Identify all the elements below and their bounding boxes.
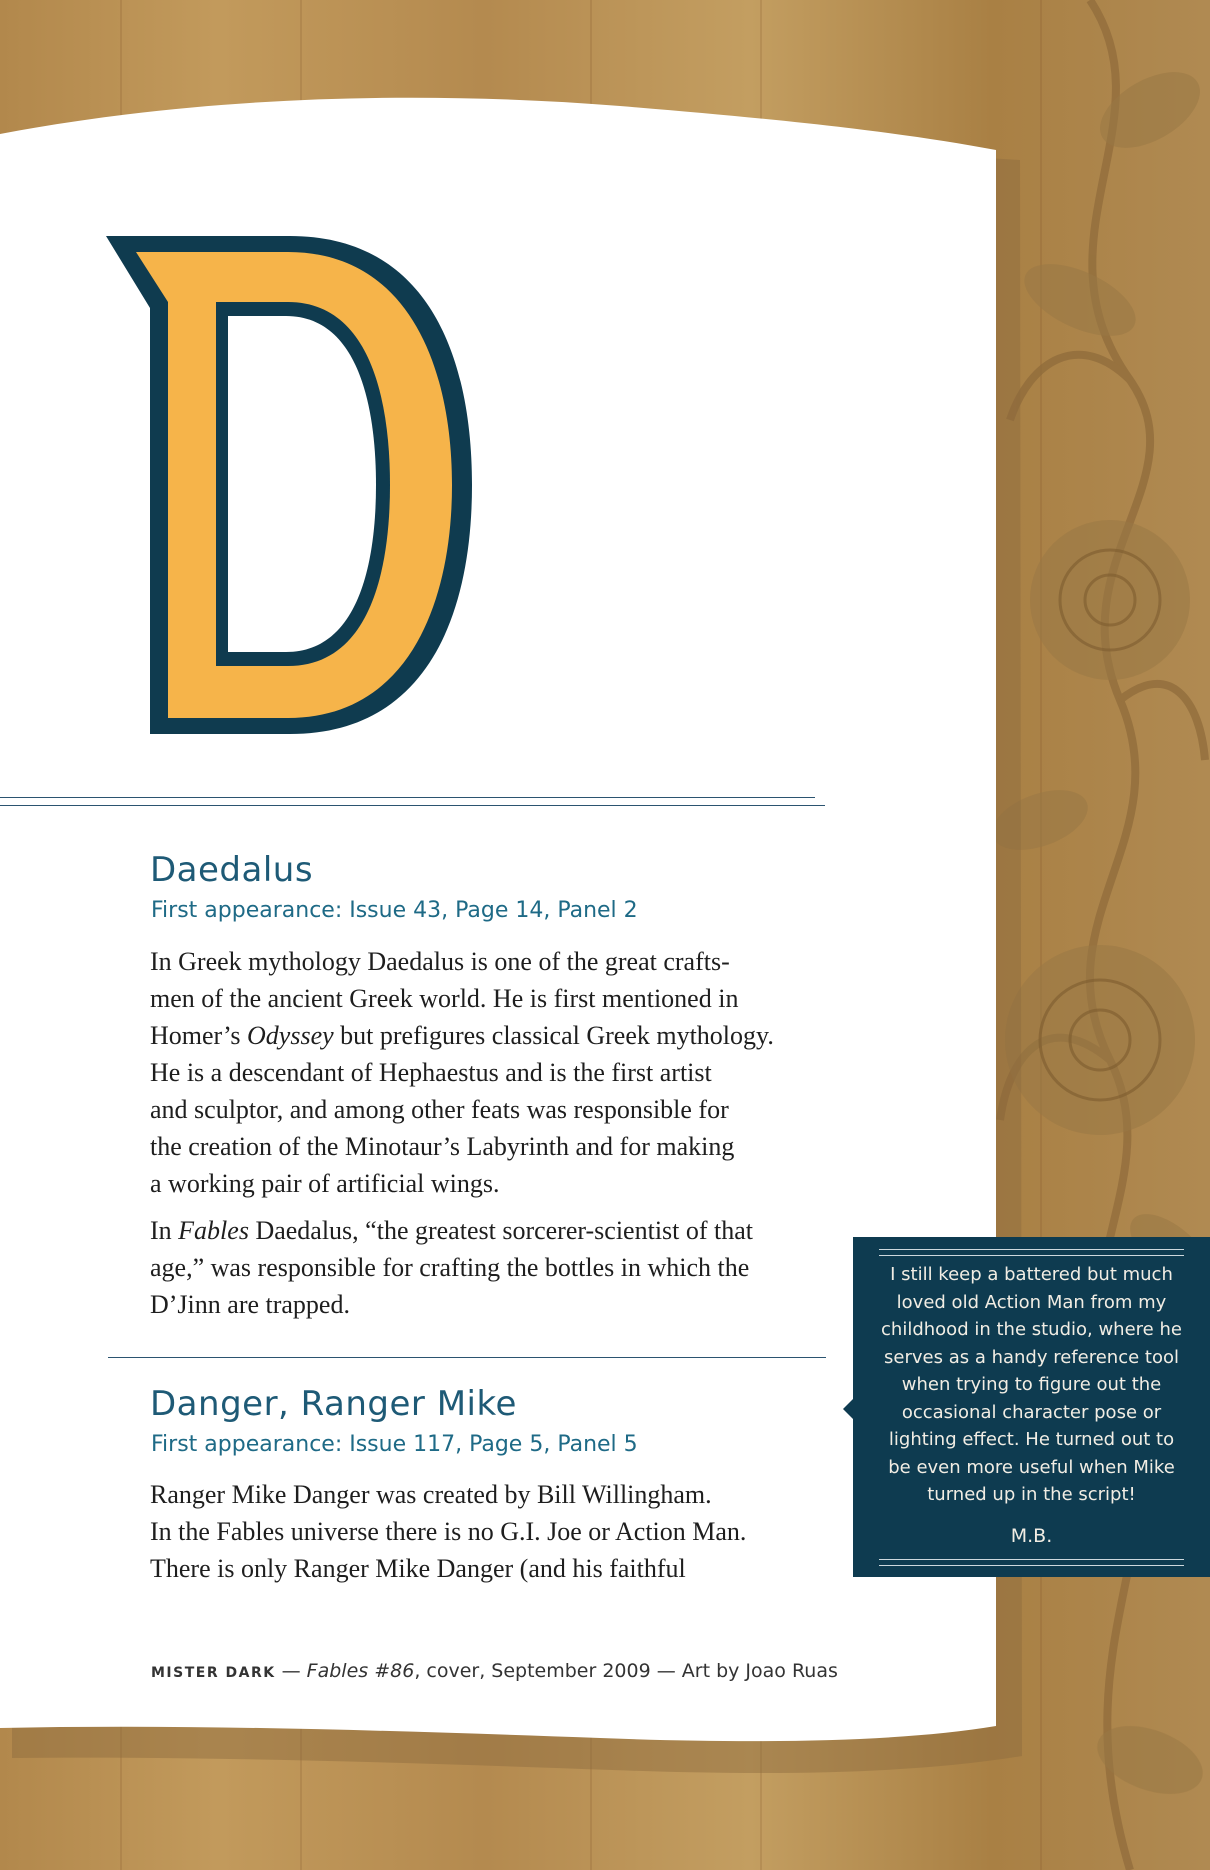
text-line: In Greek mythology Daedalus is one of the great crafts-	[150, 947, 730, 976]
drop-cap-letter	[100, 230, 480, 740]
text-run: Daedalus, “the greatest sorcerer-scientist of that	[248, 1216, 754, 1245]
text-line: He is a descendant of Hephaestus and is the first artist	[150, 1058, 712, 1087]
note-line: turned up in the script!	[927, 1484, 1136, 1505]
text-run: Homer’s	[150, 1021, 248, 1050]
entry-body	[150, 943, 800, 1333]
text-line: D’Jinn are trapped.	[150, 1290, 350, 1319]
note-text	[875, 1261, 1188, 1509]
note-signature: M.B.	[1010, 1525, 1053, 1547]
note-line: when trying to figure out the	[901, 1374, 1162, 1395]
note-line: be even more useful when Mike	[888, 1456, 1175, 1478]
note-line: lighting effect. He turned out to	[888, 1429, 1175, 1450]
text-line: In the Fables universe there is no G.I. Joe or Action Man.	[150, 1517, 747, 1546]
entry-appearance: First appearance: Issue 117, Page 5, Panel 5	[151, 1432, 638, 1457]
caption-rest: , cover, September 2009 — Art by Joao Ruas	[414, 1660, 838, 1682]
text-line: Ranger Mike Danger was created by Bill Willingham.	[150, 1480, 712, 1509]
entry-title: Danger, Ranger Mike	[150, 1384, 517, 1424]
divider-rule	[0, 805, 825, 806]
note-rule-top	[879, 1249, 1184, 1256]
note-pointer	[843, 1399, 853, 1419]
text-run: In	[150, 1216, 179, 1245]
art-caption	[151, 1660, 838, 1682]
note-line: I still keep a battered but much	[890, 1264, 1173, 1285]
note-line: occasional character pose or	[901, 1401, 1162, 1423]
italic-title: Fables	[178, 1216, 249, 1245]
note-line: childhood in the studio, where he	[881, 1319, 1182, 1340]
paragraph	[150, 1476, 800, 1587]
entry-appearance: First appearance: Issue 43, Page 14, Panel 2	[151, 898, 638, 923]
text-run: but prefigures classical Greek mythology.	[333, 1021, 774, 1050]
entry-body	[150, 1476, 800, 1597]
text-line: a working pair of artificial wings.	[150, 1169, 500, 1198]
italic-title: Odyssey	[247, 1021, 334, 1050]
text-line: the creation of the Minotaur’s Labyrinth and for making	[150, 1132, 735, 1161]
text-line: men of the ancient Greek world. He is first mentioned in	[150, 984, 739, 1013]
caption-issue: Fables #86	[306, 1660, 415, 1682]
caption-name: MISTER DARK	[151, 1665, 276, 1681]
divider-rule	[0, 797, 815, 798]
artist-note-box	[853, 1237, 1210, 1577]
text-line: There is only Ranger Mike Danger (and his faithful	[150, 1554, 686, 1583]
paragraph	[150, 1212, 800, 1323]
entry-title: Daedalus	[150, 850, 314, 890]
text-line	[150, 1017, 800, 1054]
text-line: and sculptor, and among other feats was responsible for	[150, 1095, 729, 1124]
text-line	[150, 1212, 800, 1249]
note-line: serves as a handy reference tool	[884, 1346, 1179, 1368]
caption-dash: —	[275, 1660, 307, 1682]
note-line: loved old Action Man from my	[896, 1291, 1167, 1313]
text-line: age,” was responsible for crafting the bottles in which the	[150, 1253, 750, 1282]
divider-rule	[108, 1357, 826, 1358]
note-rule-bottom	[879, 1559, 1184, 1566]
paragraph	[150, 943, 800, 1202]
drop-cap-text: D	[100, 230, 101, 231]
